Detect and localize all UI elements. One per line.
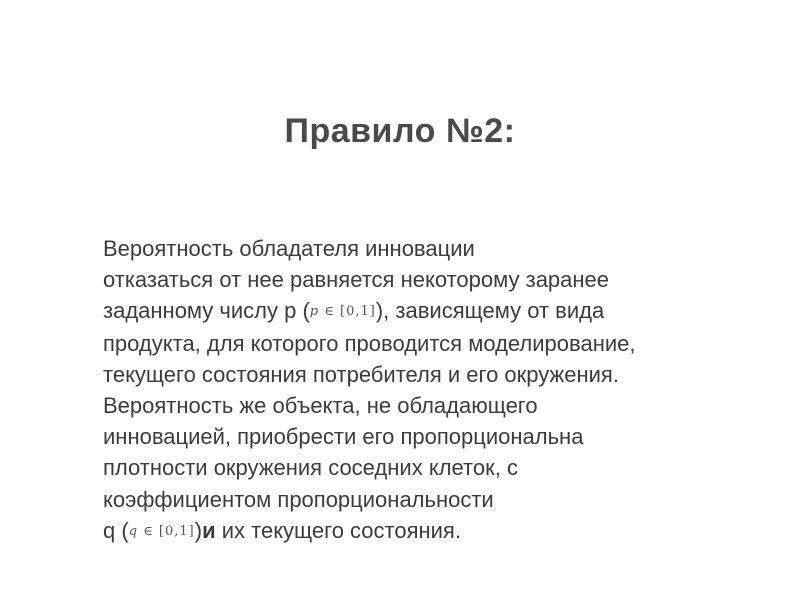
- formula-element-of: ∈: [143, 523, 154, 539]
- text-line-7: инновацией, приобрести его пропорциональна: [103, 424, 584, 450]
- text-line-8: плотности окружения соседних клеток, с: [103, 455, 518, 481]
- formula-variable: p: [309, 304, 320, 320]
- text-line-1: Вероятность обладателя инновации: [103, 236, 475, 261]
- formula-element-of: ∈: [324, 304, 335, 320]
- text-fragment: q (: [103, 517, 129, 543]
- text-line-9: коэффициентом пропорциональности: [103, 486, 494, 512]
- text-fragment: ): [194, 517, 203, 543]
- text-line-10: [103, 515, 783, 547]
- formula-interval: [0,1]: [158, 523, 195, 539]
- text-line-6: Вероятность же объекта, не обладающего: [103, 393, 538, 419]
- text-fragment: их текущего состояния.: [215, 517, 461, 543]
- formula-variable: q: [128, 523, 139, 539]
- text-conjunction: и: [202, 517, 216, 543]
- text-line-3: [103, 295, 783, 327]
- formula-interval: [0,1]: [340, 304, 376, 320]
- text-line-4: продукта, для которого проводится моделирование,: [103, 330, 636, 356]
- formula-q-in-interval: [129, 516, 195, 547]
- slide-title: Правило №2:: [284, 112, 516, 150]
- text-fragment: ), зависящему от вида: [375, 298, 605, 324]
- text-line-2: отказаться от нее равняется некоторому заранее: [103, 267, 610, 293]
- text-line-5: текущего состояния потребителя и его окружения.: [103, 361, 619, 387]
- text-fragment: заданному числу p (: [103, 298, 310, 324]
- rule-description: [103, 233, 783, 547]
- formula-p-in-interval: [310, 296, 376, 327]
